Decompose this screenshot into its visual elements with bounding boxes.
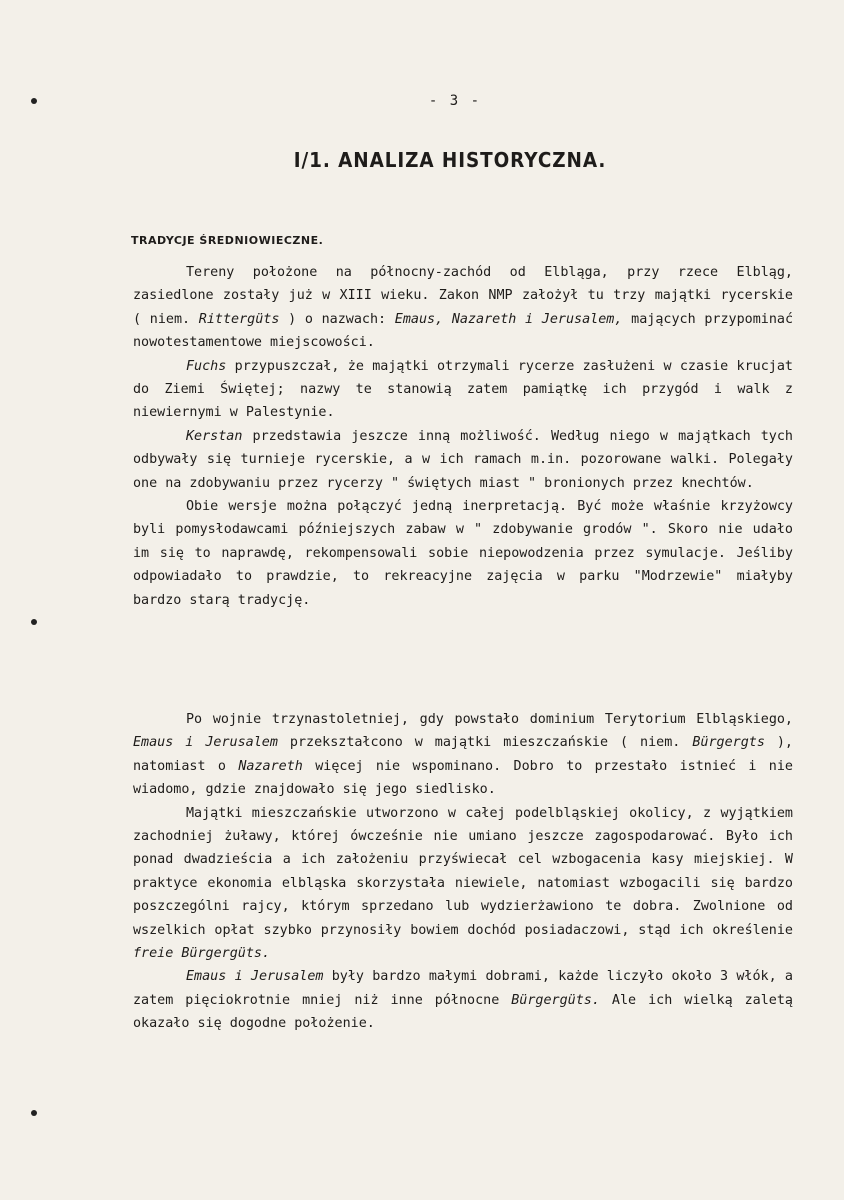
paragraph: Tereny położone na północny-zachód od Elbląga, przy rzece Elbląg, zasiedlone zostały już w XIII wieku. Zakon NMP założył tu trzy majątki rycerskie ( niem. Rittergüts ) o nazwach: Emaus, Nazareth i Jerusalem, mających przypominać nowotestamentowe miejscowości. xyxy=(133,265,794,351)
section-subtitle: TRADYCJE ŚREDNIOWIECZNE. xyxy=(131,234,324,247)
paragraph: Fuchs przypuszczał, że majątki otrzymali rycerze zasłużeni w czasie krucjat do Ziemi Świętej; nazwy te stanowią zatem pamiątkę ich przygód i walk z niewiernymi w Palestynie. xyxy=(133,358,793,421)
binder-hole-mark xyxy=(31,619,37,625)
page-number: - 3 - xyxy=(428,93,482,109)
page-title: I/1. ANALIZA HISTORYCZNA. xyxy=(293,148,607,172)
paragraph: Po wojnie trzynastoletniej, gdy powstało dominium Terytorium Elbląskiego, Emaus i Jerusalem przekształcono w majątki mieszczańskie ( niem. Bürgergts ), natomiast o Nazareth więcej nie wspominano. Dobro to przestało istnieć i nie wiadomo, gdzie znajdowało się jego siedlisko. xyxy=(133,712,793,798)
paragraph: Majątki mieszczańskie utworzono w całej podelbląskiej okolicy, z wyjątkiem zachodniej żuławy, której ówcześnie nie umiano jeszcze zagospodarować. Było ich ponad dwadzieścia a ich założeniu przyświecał cel wzbogacenia kasy miejskiej. W praktyce ekonomia elbląska skorzystała niewiele, natomiast wzbogacili się bardzo poszczególni rajcy, którym sprzedano lub wydzierżawiono te dobra. Zwolnione od wszelkich opłat szybko przynosiły bowiem dochód posiadaczowi, stąd ich określenie freie Bürgergüts. xyxy=(133,805,793,962)
binder-hole-mark xyxy=(31,1110,37,1116)
paragraph: Obie wersje można połączyć jedną inerpretacją. Być może właśnie krzyżowcy byli pomysłodawcami późniejszych zabaw w " zdobywanie grodów ". Skoro nie udało im się to naprawdę, rekompensowali sobie niepowodzenia przez symulacje. Jeśliby odpowiadało to prawdzie, to rekreacyjne zajęcia w parku "Modrzewie" miałyby bardzo starą tradycję. xyxy=(133,499,793,608)
section-medieval-text xyxy=(133,261,793,612)
paragraph: Kerstan przedstawia jeszcze inną możliwość. Według niego w majątkach tych odbywały się turnieje rycerskie, a w ich ramach m.in. pozorowane walki. Polegały one na zdobywaniu przez rycerzy " świętych miast " bronionych przez knechtów. xyxy=(133,428,793,491)
section-postwar-text xyxy=(133,708,793,1036)
paragraph: Emaus i Jerusalem były bardzo małymi dobrami, każde liczyło około 3 włók, a zatem pięciokrotnie mniej niż inne północne Bürgergüts. Ale ich wielką zaletą okazało się dogodne położenie. xyxy=(133,969,793,1032)
